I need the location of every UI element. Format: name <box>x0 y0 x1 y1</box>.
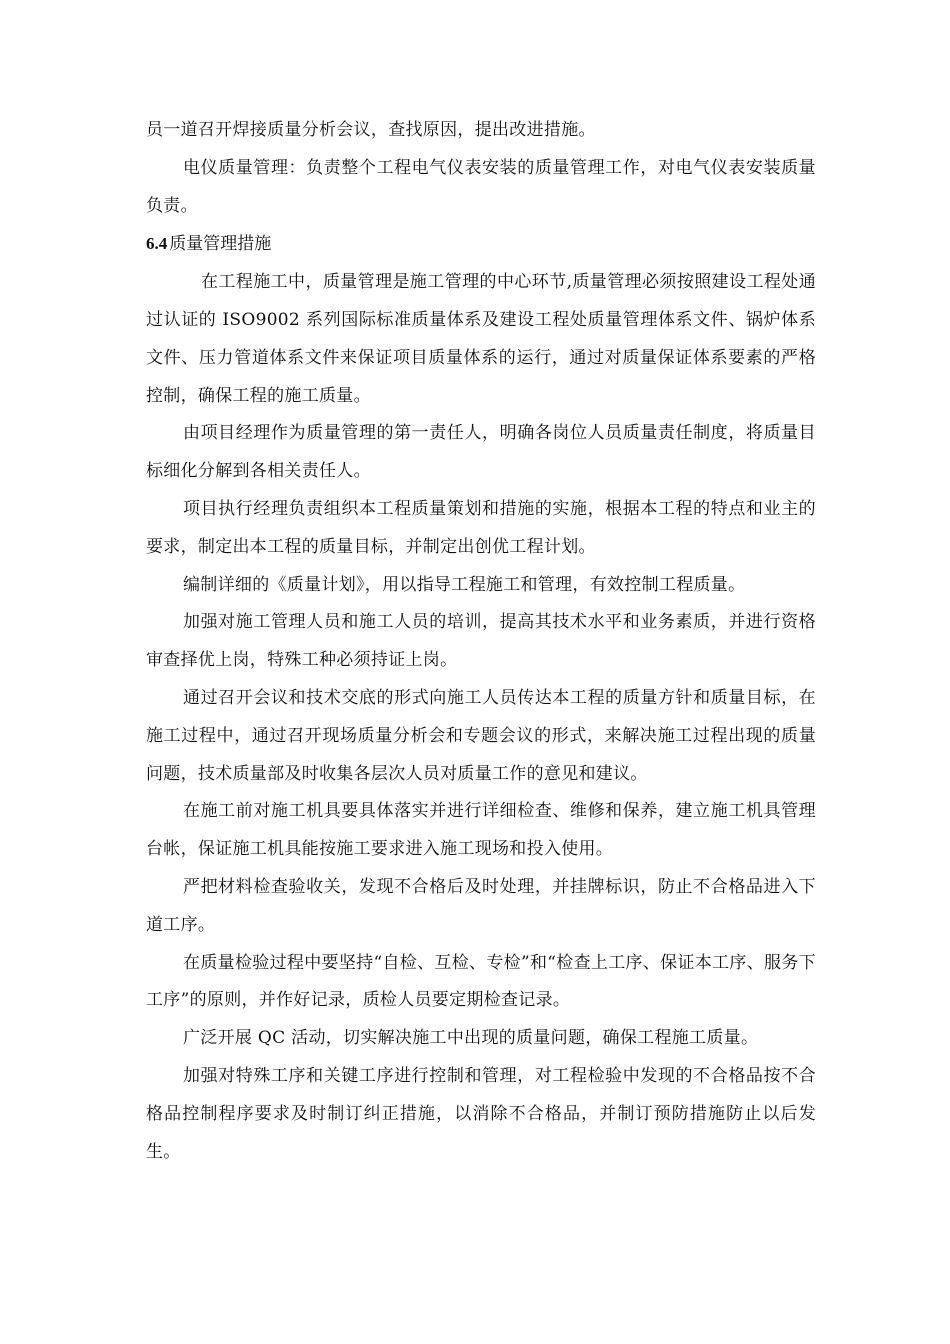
paragraph-inspection: 在质量检验过程中要坚持“自检、互检、专检”和“检查上工序、保证本工序、服务下工序”的原则，并作好记录，质检人员要定期检查记录。 <box>146 952 816 1011</box>
paragraph-continuation: 员一道召开焊接质量分析会议，查找原因，提出改进措施。 <box>146 120 596 140</box>
paragraph-meetings: 通过召开会议和技术交底的形式向施工人员传达本工程的质量方针和质量目标，在施工过程中，通过召开现场质量分析会和专题会议的形式，来解决施工过程出现的质量问题，技术质量部及时收集各层次人员对质量工作的意见和建议。 <box>146 687 816 784</box>
paragraph-quality-plan: 编制详细的《质量计划》，用以指导工程施工和管理，有效控制工程质量。 <box>183 574 746 595</box>
document-body <box>146 112 816 1171</box>
paragraph-responsibility: 由项目经理作为质量管理的第一责任人，明确各岗位人员质量责任制度，将质量目标细化分解到各相关责任人。 <box>146 423 816 482</box>
section-heading <box>146 225 816 264</box>
paragraph-electrical-quality: 电仪质量管理：负责整个工程电气仪表安装的质量管理工作，对电气仪表安装质量负责。 <box>146 157 816 216</box>
paragraph-qc-activity: 广泛开展 QC 活动，切实解决施工中出现的质量问题，确保工程施工质量。 <box>183 1028 759 1049</box>
paragraph-materials: 严把材料检查验收关，发现不合格后及时处理，并挂牌标识，防止不合格品进入下道工序。 <box>146 876 816 935</box>
paragraph-quality-planning: 项目执行经理负责组织本工程质量策划和措施的实施，根据本工程的特点和业主的要求，制定出本工程的质量目标，并制定出创优工程计划。 <box>146 498 816 557</box>
paragraph-training: 加强对施工管理人员和施工人员的培训，提高其技术水平和业务素质，并进行资格审查择优上岗，特殊工种必须持证上岗。 <box>146 612 816 671</box>
paragraph-special-process: 加强对特殊工序和关键工序进行控制和管理，对工程检验中发现的不合格品按不合格品控制程序要求及时制订纠正措施，以消除不合格品，并制订预防措施防止以后发生。 <box>146 1065 816 1162</box>
section-number: 6.4 <box>146 234 168 254</box>
paragraph-intro: 在工程施工中，质量管理是施工管理的中心环节,质量管理必须按照建设工程处通过认证的 ISO9002 系列国际标准质量体系及建设工程处质量管理体系文件、锅炉体系文件、压力管道体系文件来保证项目质量体系的运行，通过对质量保证体系要素的严格控制，确保工程的施工质量。 <box>146 272 816 406</box>
section-title: 质量管理措施 <box>169 234 272 255</box>
paragraph-equipment: 在施工前对施工机具要具体落实并进行详细检查、维修和保养，建立施工机具管理台帐，保证施工机具能按施工要求进入施工现场和投入使用。 <box>146 801 816 860</box>
